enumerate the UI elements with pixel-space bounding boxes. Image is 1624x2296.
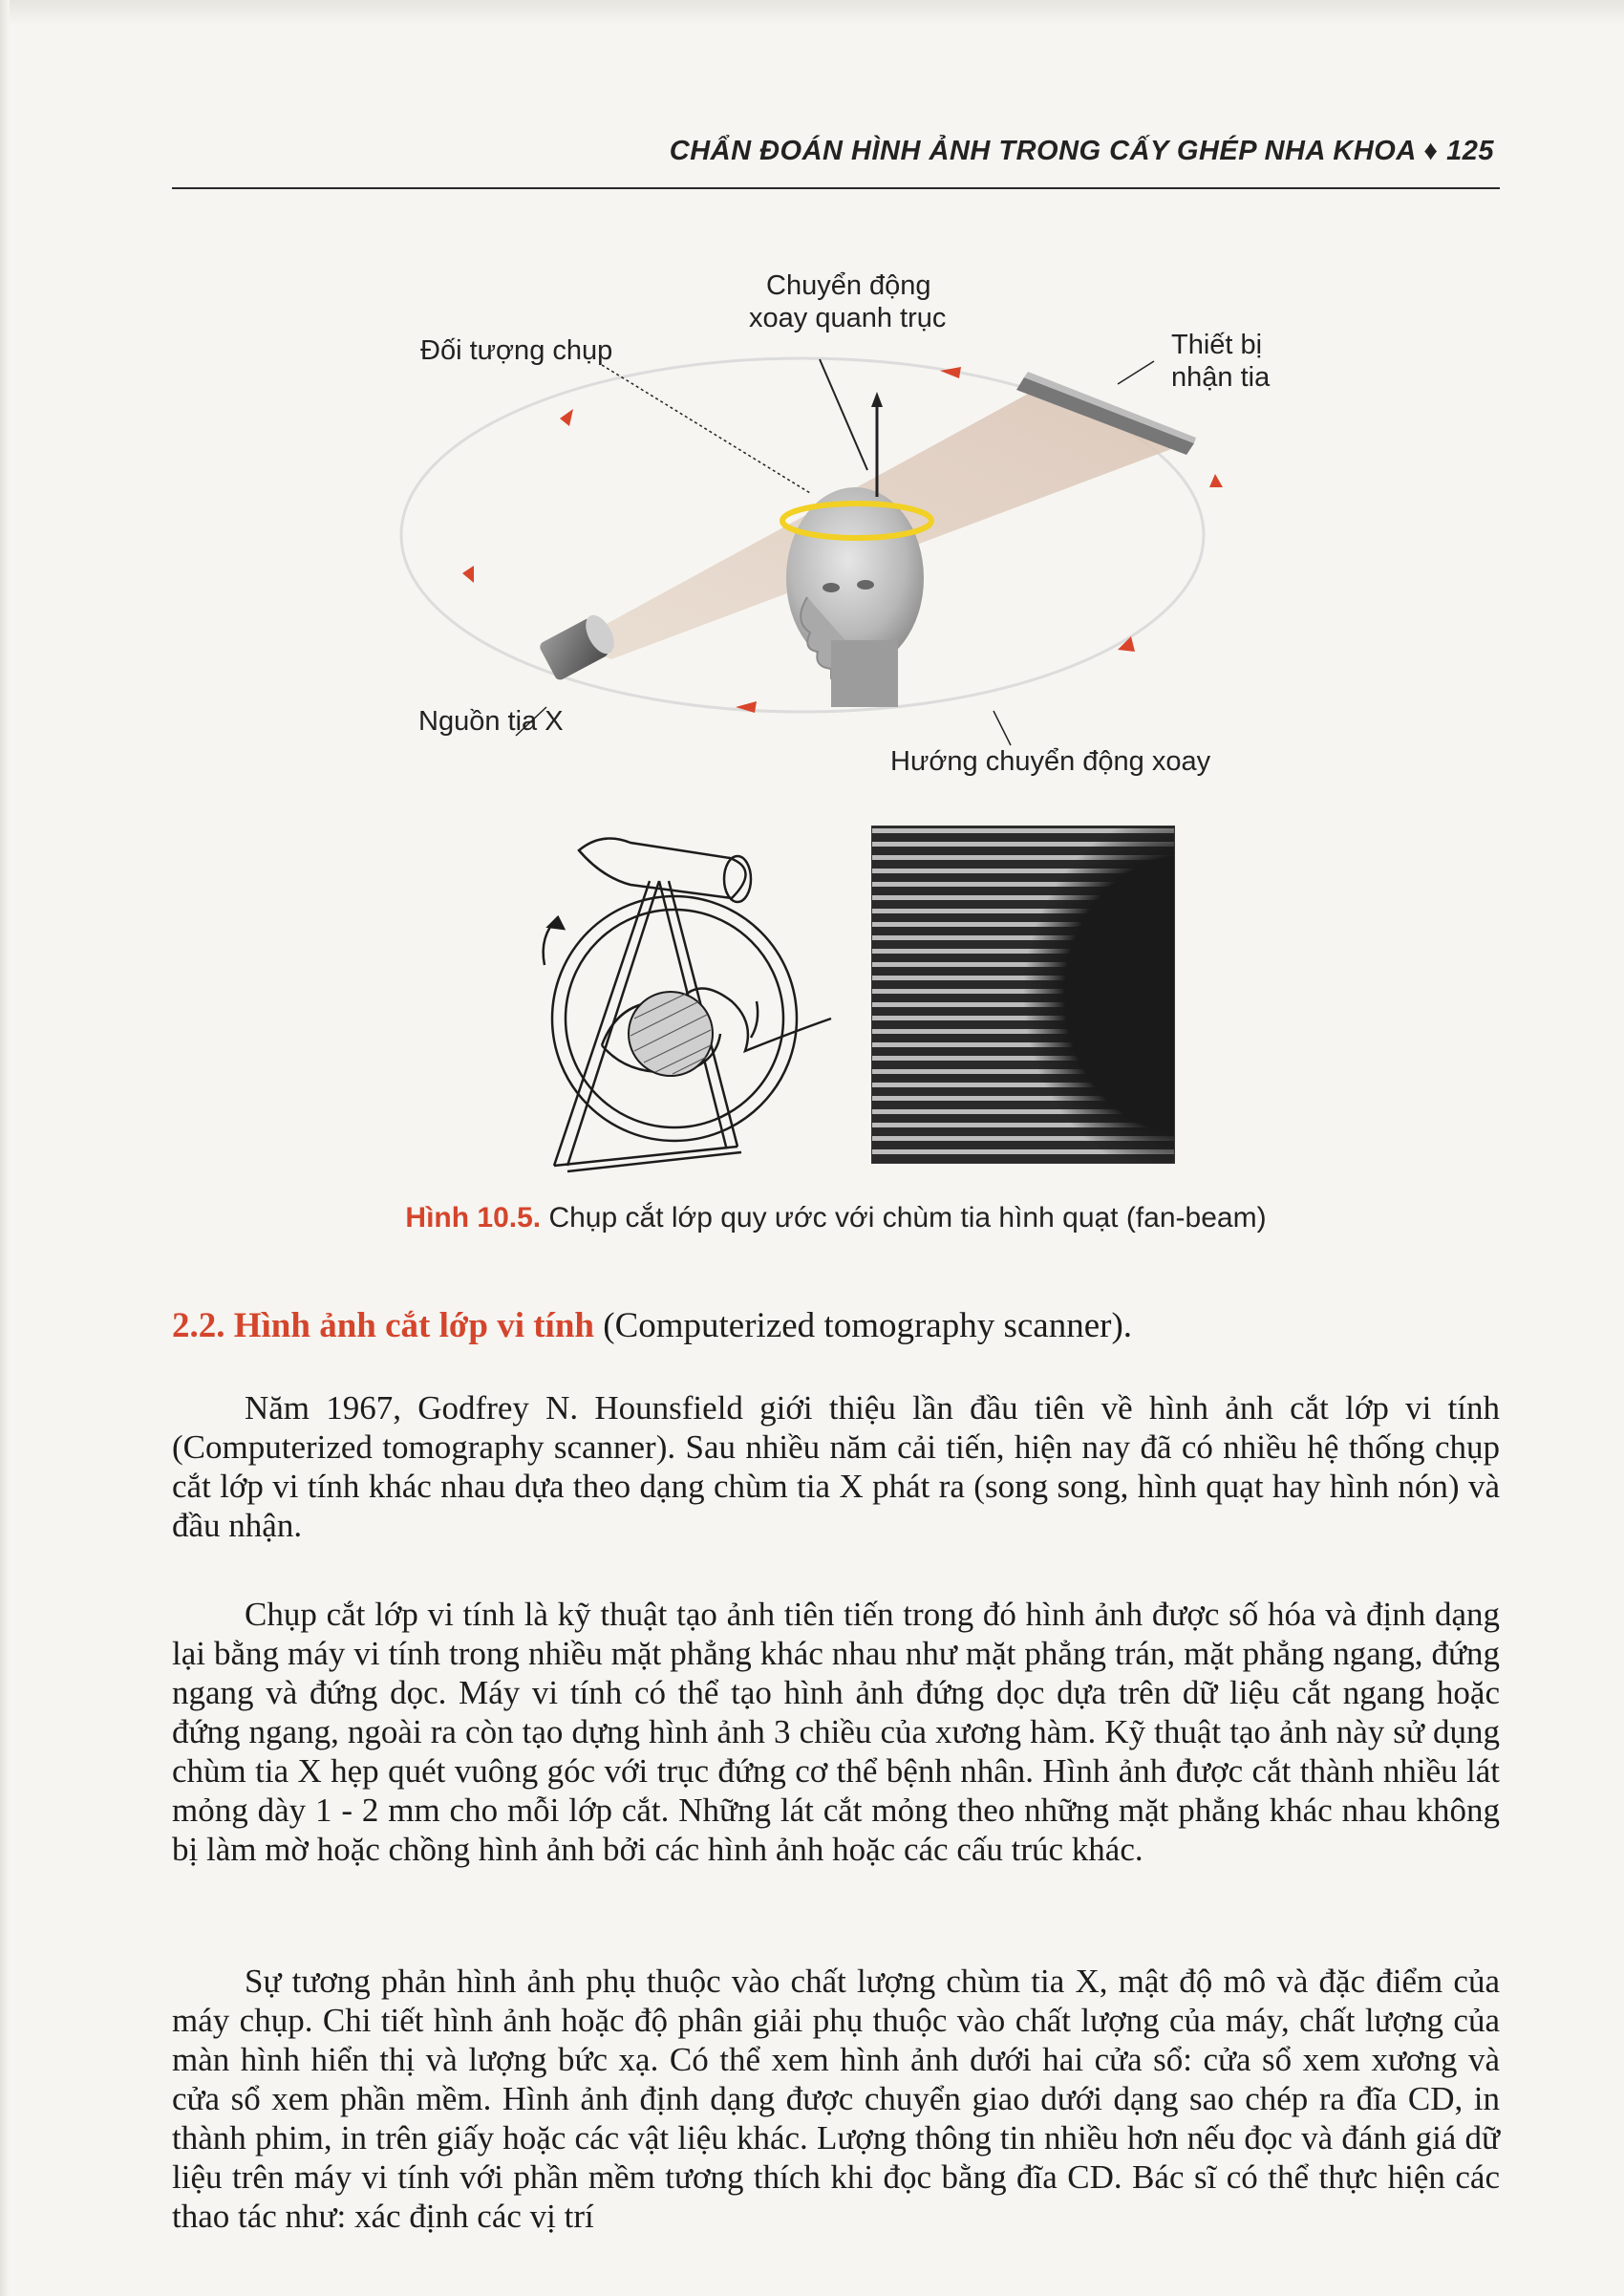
xray-tube: [538, 611, 620, 682]
label-rotation-motion-2: xoay quanh trục: [749, 303, 947, 333]
leader-rotation: [820, 359, 867, 470]
running-title: CHẨN ĐOÁN HÌNH ẢNH TRONG CẤY GHÉP NHA KHOA ♦ 125: [669, 136, 1494, 166]
figure-number: Hình 10.5.: [405, 1202, 542, 1234]
label-rotation-motion-1: Chuyển động: [766, 270, 931, 301]
tomograph-line-drawing: [516, 831, 860, 1175]
figure-caption-text: Chụp cắt lớp quy ước với chùm tia hình quạt (fan-beam): [541, 1202, 1267, 1234]
tomograph-sketch: [516, 831, 860, 1175]
tomogram-stripes: [871, 826, 1175, 1164]
ct-rotation-diagram: [382, 258, 1280, 803]
scan-edge-left: [0, 0, 10, 2296]
figure-caption: [172, 1202, 1500, 1234]
axis-arrowhead: [871, 392, 883, 407]
label-rotation-direction: Hướng chuyển động xoay: [890, 746, 1211, 777]
scan-edge-top: [0, 0, 1624, 25]
running-header: [172, 130, 1500, 189]
paragraph-2: Chụp cắt lớp vi tính là kỹ thuật tạo ảnh tiên tiến trong đó hình ảnh được số hóa và định dạng lại bằng máy vi tính trong nhiều mặt phẳng khác nhau như mặt phẳng trán, mặt phẳng ngang, đứng ngang và đứng dọc. Máy vi tính có thể tạo hình ảnh đứng dọc dựa trên dữ liệu cắt ngang hoặc đứng ngang, ngoài ra còn tạo dựng hình ảnh 3 chiều của xương hàm. Kỹ thuật tạo ảnh này sử dụng chùm tia X hẹp quét vuông góc với trục đứng cơ thể bệnh nhân. Hình ảnh được cắt thành nhiều lát mỏng dày 1 - 2 mm cho mỗi lớp cắt. Những lát cắt mỏng theo những mặt phẳng khác nhau không bị làm mờ hoặc chồng hình ảnh bởi các hình ảnh hoặc các cấu trúc khác.: [172, 1596, 1500, 1868]
label-xray-source: Nguồn tia X: [418, 706, 564, 737]
tomogram-image: [871, 826, 1175, 1164]
leader-subject: [602, 365, 810, 493]
leader-direction: [994, 711, 1011, 745]
label-detector-1: Thiết bị: [1171, 330, 1263, 360]
section-heading: [172, 1305, 1500, 1346]
paragraph-1: Năm 1967, Godfrey N. Hounsfield giới thiệu lần đầu tiên về hình ảnh cắt lớp vi tính (Computerized tomography scanner). Sau nhiều năm cải tiến, hiện nay đã có nhiều hệ thống chụp cắt lớp vi tính khác nhau dựa theo dạng chùm tia X phát ra (song song, hình quạt hay hình nón) và đầu nhận.: [172, 1389, 1500, 1544]
leader-detector: [1118, 361, 1154, 384]
section-number-title: 2.2. Hình ảnh cắt lớp vi tính: [172, 1306, 594, 1345]
label-detector-2: nhận tia: [1171, 362, 1271, 393]
section-heading-rest: (Computerized tomography scanner).: [594, 1306, 1133, 1345]
patient-head: [786, 487, 924, 707]
paragraph-3: Sự tương phản hình ảnh phụ thuộc vào chất lượng chùm tia X, mật độ mô và đặc điểm của máy chụp. Chi tiết hình ảnh hoặc độ phân giải phụ thuộc vào chất lượng của máy, chất lượng của màn hình hiển thị và lượng bức xạ. Có thể xem hình ảnh dưới hai cửa sổ: cửa sổ xem xương và cửa sổ xem phần mềm. Hình ảnh định dạng được chuyển giao dưới dạng sao chép ra đĩa CD, in thành phim, in trên giấy hoặc các vật liệu khác. Lượng thông tin nhiều hơn nếu đọc và đánh giá dữ liệu trên máy vi tính với phần mềm tương thích khi đọc bằng đĩa CD. Bác sĩ có thể thực hiện các thao tác như: xác định các vị trí: [172, 1963, 1500, 2235]
hatched-head-section: [629, 992, 713, 1076]
label-subject: Đối tượng chụp: [420, 335, 613, 366]
